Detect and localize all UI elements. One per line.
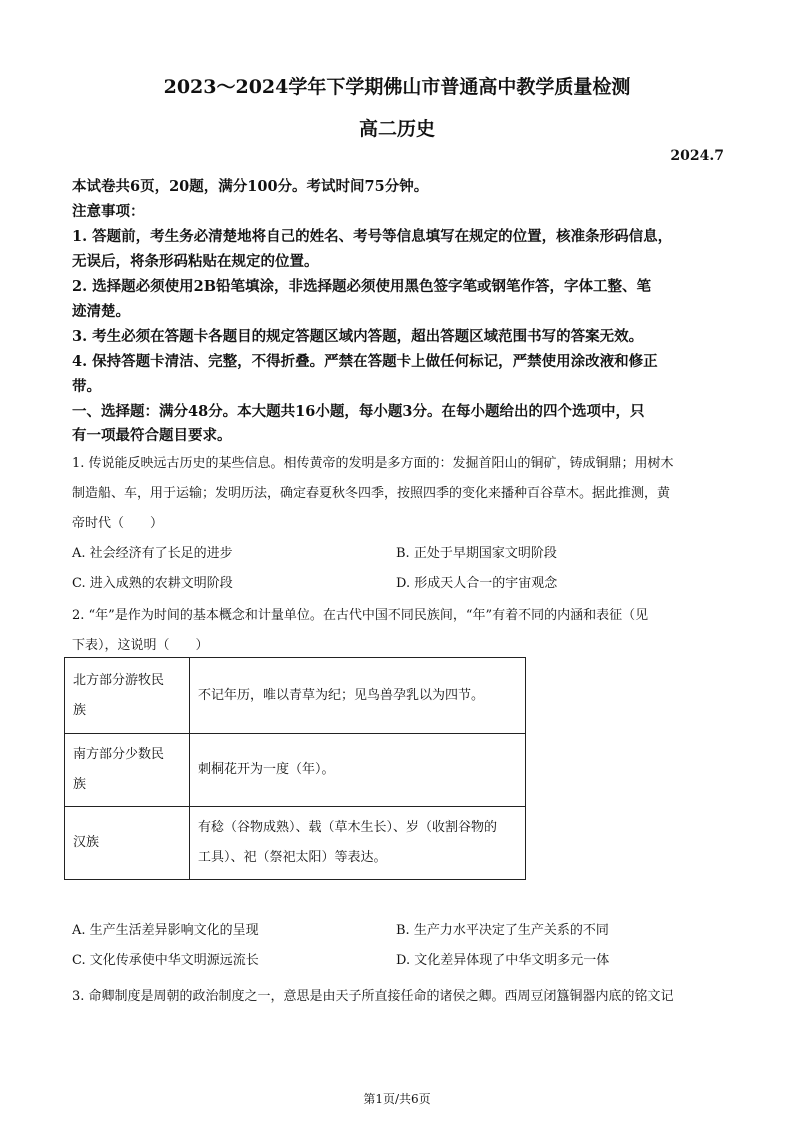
exam-title: 2023～2024学年下学期佛山市普通高中教学质量检测	[163, 76, 631, 98]
cell-text: 有稔（谷物成熟）、载（草木生长）、岁（收割谷物的	[198, 820, 498, 835]
notice-4-line1: 4. 保持答题卡清洁、完整，不得折叠。严禁在答题卡上做任何标记，严禁使用涂改液和修正	[72, 353, 658, 370]
notice-heading: 注意事项：	[72, 203, 145, 220]
q2-table	[64, 657, 526, 880]
exam-date: 2024.7	[670, 148, 724, 164]
cell-text: 族	[73, 702, 87, 718]
q2-option-b: B. 生产力水平决定了生产关系的不同	[396, 923, 609, 938]
q1-option-a: A. 社会经济有了长足的进步	[72, 546, 233, 561]
cell-text: 南方部分少数民	[73, 747, 165, 762]
section1-heading-line1: 一、选择题：满分48分。本大题共16小题，每小题3分。在每小题给出的四个选项中，只	[72, 403, 645, 420]
q1-option-d: D. 形成天人合一的宇宙观念	[396, 576, 558, 591]
q3-stem-line1: 3. 命卿制度是周朝的政治制度之一，意思是由天子所直接任命的诸侯之卿。西周豆闭簋铜器内底的铭文记	[72, 989, 674, 1004]
cell-text: 刺桐花开为一度（年）。	[198, 762, 335, 777]
table-cell-desc	[190, 734, 526, 807]
cell-text: 工具）、祀（祭祀太阳）等表达。	[198, 850, 387, 865]
exam-subject: 高二历史	[358, 118, 435, 140]
q1-option-c: C. 进入成熟的农耕文明阶段	[72, 576, 233, 591]
section1-heading-line2: 有一项最符合题目要求。	[72, 427, 232, 444]
q2-stem-line1: 2. “年”是作为时间的基本概念和计量单位。在古代中国不同民族间，“年”有着不同的内涵和表征（见	[72, 608, 649, 623]
q2-option-d: D. 文化差异体现了中华文明多元一体	[396, 953, 610, 968]
table-row	[65, 807, 526, 880]
table-cell-group	[65, 807, 190, 880]
cell-text: 族	[73, 777, 87, 792]
table-cell-desc	[190, 807, 526, 880]
exam-summary: 本试卷共6页，20题，满分100分。考试时间75分钟。	[72, 178, 429, 195]
table-cell-group	[65, 734, 190, 807]
notice-1-line1: 1. 答题前，考生务必清楚地将自己的姓名、考号等信息填写在规定的位置，核准条形码信息，	[72, 228, 673, 245]
q2-option-a: A. 生产生活差异影响文化的呈现	[72, 923, 259, 938]
notice-1-line2: 无误后，将条形码粘贴在规定的位置。	[72, 253, 319, 270]
q1-stem-line2: 制造船、车，用于运输；发明历法，确定春夏秋冬四季，按照四季的变化来播种百谷草木。据此推测，黄	[72, 486, 671, 501]
q1-stem-line3: 帝时代（ ）	[72, 516, 164, 531]
q2-option-c: C. 文化传承使中华文明源远流长	[72, 953, 259, 968]
q2-stem-line2: 下表），这说明（ ）	[72, 638, 209, 653]
q1-stem-line1: 1. 传说能反映远古历史的某些信息。相传黄帝的发明是多方面的：发掘首阳山的铜矿，铸成铜鼎；用树木	[72, 456, 674, 471]
notice-2-line2: 迹清楚。	[72, 303, 130, 320]
cell-text: 汉族	[73, 835, 100, 850]
q1-option-b: B. 正处于早期国家文明阶段	[396, 546, 557, 561]
page-number: 第1页/共6页	[363, 1092, 431, 1106]
notice-4-line2: 带。	[72, 378, 101, 395]
notice-2-line1: 2. 选择题必须使用2B铅笔填涂，非选择题必须使用黑色签字笔或钢笔作答，字体工整、笔	[72, 278, 652, 295]
table-row	[65, 734, 526, 807]
table-cell-group	[65, 658, 190, 734]
table-cell-desc	[190, 658, 526, 734]
notice-3: 3. 考生必须在答题卡各题目的规定答题区域内答题，超出答题区域范围书写的答案无效。	[72, 328, 644, 345]
cell-text: 不记年历，唯以青草为纪；见鸟兽孕乳以为四节。	[198, 687, 485, 703]
table-row	[65, 658, 526, 734]
cell-text: 北方部分游牧民	[73, 672, 165, 688]
